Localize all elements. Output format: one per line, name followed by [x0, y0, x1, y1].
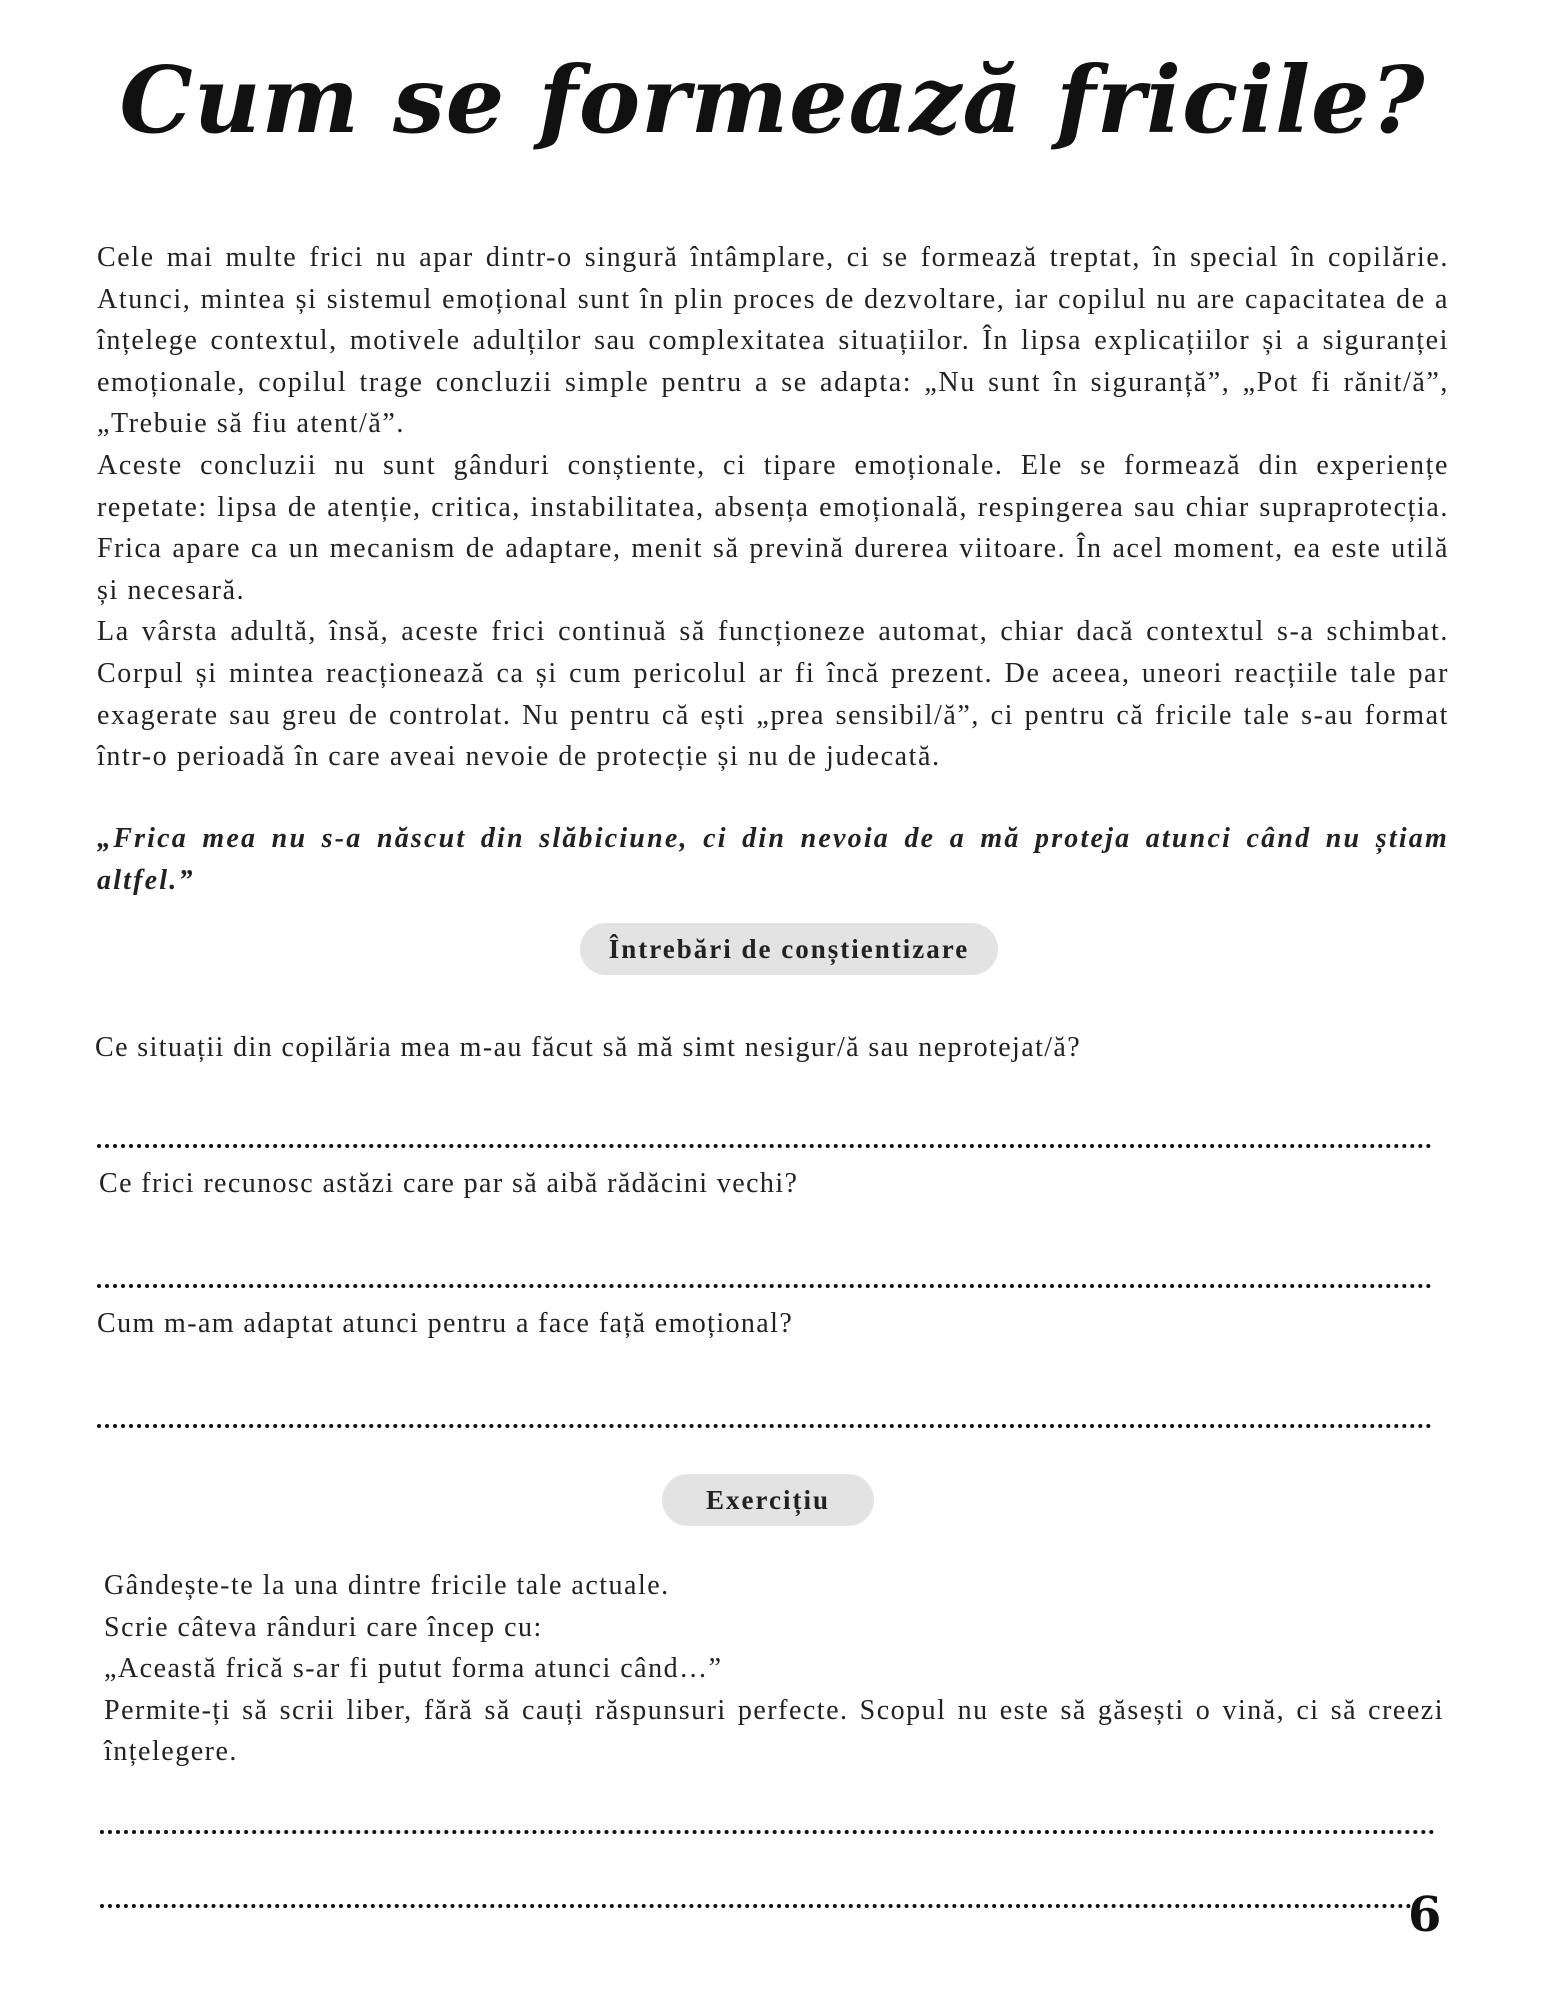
question-3: Cum m-am adaptat atunci pentru a face față emoțional?	[97, 1308, 794, 1339]
page-number: 6	[1408, 1887, 1442, 1943]
exercise-instructions	[104, 1565, 1444, 1773]
exercise-line: Scrie câteva rânduri care încep cu:	[104, 1611, 543, 1643]
question-2: Ce frici recunosc astăzi care par să aibă rădăcini vechi?	[99, 1168, 799, 1199]
questions-section-heading: Întrebări de conștientizare	[580, 923, 998, 975]
answer-line-2[interactable]	[97, 1284, 1432, 1288]
exercise-line: Gândește-te la una dintre fricile tale actuale.	[104, 1570, 670, 1601]
exercise-section-heading: Exercițiu	[662, 1474, 874, 1526]
answer-line-3[interactable]	[97, 1424, 1432, 1428]
page-title: Cum se formează fricile?	[119, 46, 1426, 154]
intro-paragraph: Cele mai multe frici nu apar dintr-o singură întâmplare, ci se formează treptat, în special în copilărie. Atunci, mintea și sistemul emoțional sunt în plin proces de dezvoltare, iar copilul nu are capacitatea de a înțelege contextul, motivele adulților sau complexitatea situațiilor. În lipsa explicațiilor și a siguranței emoționale, copilul trage concluzii simple pentru a se adapta: „Nu sunt în siguranță”, „Pot fi rănit/ă”, „Trebuie să fiu atent/ă”.	[97, 242, 1449, 440]
exercise-answer-line-2[interactable]	[100, 1904, 1412, 1908]
intro-paragraph: La vârsta adultă, însă, aceste frici continuă să funcționeze automat, chiar dacă contextul s-a schimbat. Corpul și mintea reacționează ca și cum pericolul ar fi încă prezent. De aceea, uneori reacțiile tale par exagerate sau greu de controlat. Nu pentru că ești „prea sensibil/ă”, ci pentru că fricile tale s-au format într-o perioadă în care aveai nevoie de protecție și nu de judecată.	[97, 616, 1449, 773]
intro-paragraph: Aceste concluzii nu sunt gânduri conștiente, ci tipare emoționale. Ele se formează din experiențe repetate: lipsa de atenție, critica, instabilitatea, absența emoțională, respingerea sau chiar supraprotecția. Frica apare ca un mecanism de adaptare, menit să prevină durerea viitoare. În acel moment, ea este utilă și necesară.	[97, 449, 1449, 606]
exercise-line: Permite-ți să scrii liber, fără să cauți răspunsuri perfecte. Scopul nu este să găsești o vină, ci să creezi înțelegere.	[104, 1694, 1444, 1767]
answer-line-1[interactable]	[97, 1144, 1432, 1148]
exercise-line: „Această frică s-ar fi putut forma atunci când…”	[104, 1653, 723, 1684]
intro-text	[97, 237, 1449, 778]
highlight-quote: „Frica mea nu s-a născut din slăbiciune, ci din nevoia de a mă proteja atunci când nu știam altfel.”	[97, 823, 1449, 896]
question-1: Ce situații din copilăria mea m-au făcut să mă simt nesigur/ă sau neprotejat/ă?	[95, 1032, 1082, 1063]
exercise-answer-line-1[interactable]	[100, 1830, 1435, 1834]
